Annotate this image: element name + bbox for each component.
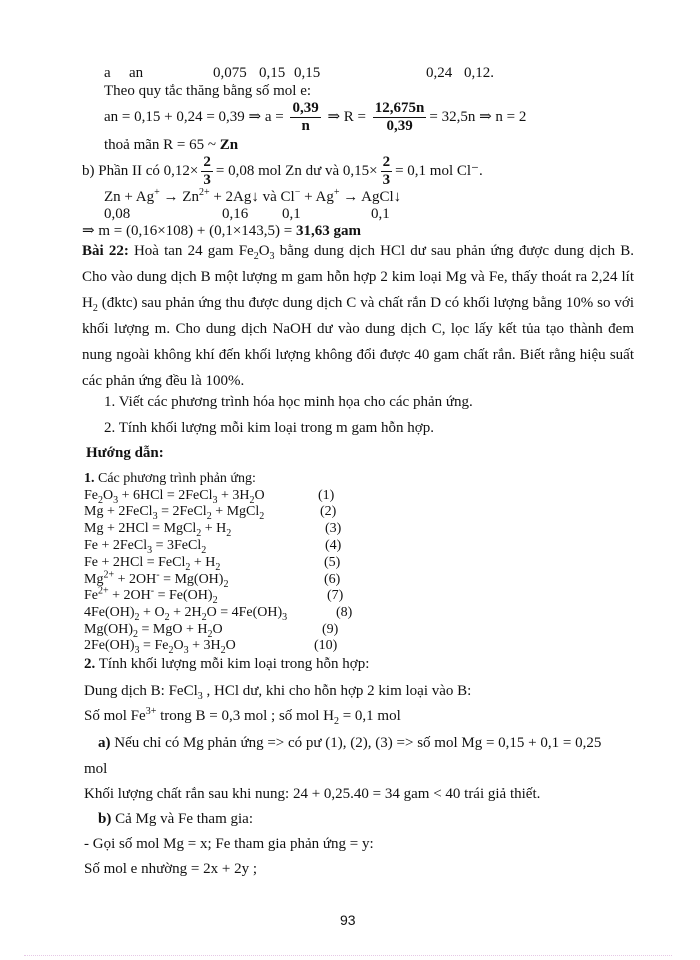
text-run: Hướng dẫn: [86,445,164,461]
text: b) Phần II có 0,12× [82,162,199,179]
subscript: 2 [134,611,140,623]
text-run: 2. Tính khối lượng mỗi kim loại trong m gam hỗn hợp. [104,420,434,436]
superscript: − [294,187,301,198]
text-run: Cả Mg và Fe tham gia: [111,811,253,827]
subscript: 3 [147,544,153,556]
text-run: + 6HCl = 2FeCl [118,488,213,503]
subscript: 2 [98,494,103,506]
text-run: (đktc) sau phản ứng thu được dung dịch C và chất rắn D có khối lượng bằng 10% so với khối lượng m. Cho dung dịch NaOH dư vào dung dịch C, lọc lấy kết tủa tạo thành đem nung ngoài không khí đến khối lượng không đổi được 40 gam chất rắn. Biết rằng hiệu suất các phản ứng đều là 100%. [82,295,634,389]
superscript: + [333,187,340,198]
solution-b-text [84,682,471,700]
text-run: + O [139,605,165,620]
text-run: , HCl dư, khi cho hỗn hợp 2 kim loại vào B: [202,683,472,699]
subscript: 2 [201,544,207,556]
subscript: 2 [333,716,339,727]
subscript: 2 [220,644,226,656]
text-run: 1. Viết các phương trình hóa học minh họa cho các phản ứng. [104,394,473,410]
numerator: 12,675n [374,100,425,116]
page-number: 93 [340,912,356,928]
subscript: 3 [212,494,218,506]
col-an: an [129,65,144,81]
text-run: = Fe [139,638,169,653]
text-run: Mg + 2FeCl [84,504,153,519]
text: ⇒ R = [323,108,370,125]
equation-number: (9) [322,622,339,637]
numerator: 2 [382,154,391,170]
subscript: 3 [152,510,158,522]
page-divider [24,955,672,956]
subscript: 2 [201,611,207,623]
case-b [98,810,253,828]
text-run: + 2Ag↓ và Cl [209,189,295,205]
case-a [98,734,601,752]
text-run: + 2H [169,605,202,620]
question-2 [104,419,434,437]
text: = 0,08 mol Zn dư và 0,15× [215,162,378,179]
step-2-heading [84,655,369,673]
solid-mass [84,785,540,803]
subscript: 2 [215,561,221,573]
subscript: 3 [197,691,203,702]
equation-number: (7) [327,588,344,603]
equation [84,637,236,655]
mol-value: 0,16 [222,206,249,222]
subscript: 3 [113,494,119,506]
text-run: - Gọi số mol Mg = x; Fe tham gia phản ứng = y: [84,836,374,852]
moles-text [84,707,401,725]
equation-number: (5) [324,555,341,570]
fraction [373,100,427,135]
superscript: + [154,187,160,198]
text-run: = 0,1 mol [338,708,401,724]
text-run: Dung dịch B: FeCl [84,683,198,699]
text-run: mol [84,761,108,777]
subscript: 2 [196,527,202,539]
conclusion-zn [104,136,238,154]
text-run: O [258,243,270,259]
electrons-given [84,860,257,878]
text-run: → Zn [159,189,199,205]
reaction-zn-ag [104,188,401,206]
superscript: - [156,569,160,581]
equation-number: (8) [336,605,353,620]
denominator: 3 [203,172,211,188]
mol-value: 0,1 [282,206,301,222]
equation [84,587,218,605]
text-run: + H [201,521,227,536]
step-1-heading [84,470,256,488]
equation-an [104,100,526,135]
text-run: = Fe(OH) [154,588,213,603]
col-value: 0,15 [294,65,321,81]
subscript: 2 [164,611,170,623]
text-run: Các phương trình phản ứng: [94,471,256,486]
text-run: + 2OH [108,588,151,603]
text-run: + MgCl [211,504,260,519]
text-run: + 3H [217,488,250,503]
text-run: = Mg(OH) [159,572,224,587]
superscript: - [150,585,155,597]
text-run: 1. [84,471,95,486]
text-run: Fe [84,488,98,503]
subscript: 2 [249,494,255,506]
variables [84,835,374,853]
equation-number: (1) [318,488,335,503]
fraction [201,154,213,189]
col-value: 0,075 [213,65,247,81]
text-run: trong B = 0,3 mol ; số mol H [156,708,334,724]
text-run: Bài 22: [82,243,129,259]
text-run: Zn + Ag [104,189,155,205]
text-run: = MgO + H [138,622,208,637]
text-run: Tính khối lượng mỗi kim loại trong hỗn hợp: [95,656,370,672]
equation-number: (10) [314,638,338,653]
subscript: 3 [183,644,189,656]
text-run: Fe + 2HCl = FeCl [84,555,186,570]
text-run: bằng dung dịch HCl dư sau phản ứng được dung dịch B. Cho vào dung dịch B một lượng m gam hỗn hợp 2 kim loại Mg và Fe, thấy thoát ra 2,24 lít H [82,243,635,311]
part-b [82,154,483,189]
col-value: 0,12. [464,65,494,81]
equation-number: (3) [325,521,342,536]
text-run: Số mol Fe [84,708,146,724]
subscript: 2 [226,527,232,539]
superscript: 3+ [145,706,157,717]
equation [84,604,287,622]
subscript: 2 [223,578,229,590]
text-run: Fe [84,588,98,603]
superscript: 2+ [98,585,109,597]
numerator: 0,39 [292,100,319,116]
question-1 [104,393,473,411]
subscript: 2 [206,510,212,522]
text-run: = 2FeCl [157,504,207,519]
text-run: + Ag [300,189,334,205]
text-run: 2Fe(OH) [84,638,135,653]
mol-value: 0,1 [371,206,390,222]
text-run: 4Fe(OH) [84,605,135,620]
equation [84,503,264,521]
text-run: Theo quy tắc thăng bằng số mol e: [104,83,312,99]
text-run: + 2OH [114,572,157,587]
text-run: O = 4Fe(OH) [206,605,283,620]
text-run: O [103,488,114,503]
subscript: 2 [92,303,98,314]
col-value: 0,15 [259,65,286,81]
denominator: 0,39 [386,118,413,134]
case-a-unit [84,760,107,778]
text-run: Nếu chỉ có Mg phản ứng => có pư (1), (2), (3) => số mol Mg = 0,15 + 0,1 = 0,25 [110,735,602,751]
denominator: n [301,118,310,134]
subscript: 3 [282,611,288,623]
text-run: + H [190,555,216,570]
subscript: 2 [168,644,174,656]
text-run: ⇒ m = (0,16×108) + (0,1×143,5) = [82,223,297,239]
text: an = 0,15 + 0,24 = 0,39 ⇒ a = [104,108,288,125]
text-run: O [173,638,184,653]
equation-number: (6) [324,572,341,587]
guide-title [86,444,164,462]
text-run: = 3FeCl [152,538,202,553]
fraction [381,154,393,189]
text-run: Mg + 2HCl = MgCl [84,521,197,536]
text-run: + 3H [188,638,221,653]
equation [84,520,231,538]
text-run: Số mol e nhường = 2x + 2y ; [84,861,257,877]
text-run: O [212,622,223,637]
problem-22 [82,238,634,394]
text-run: a) [98,735,111,751]
col-a: a [104,65,111,81]
text-run: thoả mãn R = 65 ~ [104,137,220,153]
text-run: Zn [219,137,239,153]
text-run: b) [98,811,112,827]
subscript: 2 [207,628,213,640]
text-run: O [225,638,236,653]
text-run: Mg [84,572,104,587]
subscript: 3 [134,644,140,656]
subscript: 2 [212,594,218,606]
superscript: 2+ [103,569,115,581]
equation-number: (4) [325,538,342,553]
subscript: 2 [133,628,138,640]
text-run: → AgCl↓ [339,189,402,205]
text-run: 2. [84,656,96,672]
electron-balance-rule [104,82,311,100]
equation-number: (2) [320,504,337,519]
text: = 32,5n ⇒ n = 2 [429,108,527,125]
subscript: 2 [259,510,265,522]
equation [84,537,206,555]
denominator: 3 [382,172,391,188]
mol-value: 0,08 [104,206,131,222]
text-run: Khối lượng chất rắn sau khi nung: 24 + 0,25.40 = 34 gam < 40 trái giả thiết. [84,786,541,802]
subscript: 2 [185,561,191,573]
text-run: O [254,488,265,503]
text-run: Mg(OH) [84,622,133,637]
subscript: 2 [253,251,259,262]
text-run: 31,63 gam [296,223,362,239]
text-run: Hoà tan 24 gam Fe [128,243,254,259]
superscript: 2+ [198,187,210,198]
subscript: 3 [269,251,275,262]
text: = 0,1 mol Cl⁻. [395,162,483,179]
text-run: Fe + 2FeCl [84,538,148,553]
fraction [290,100,320,135]
col-value: 0,24 [426,65,453,81]
numerator: 2 [203,154,211,170]
